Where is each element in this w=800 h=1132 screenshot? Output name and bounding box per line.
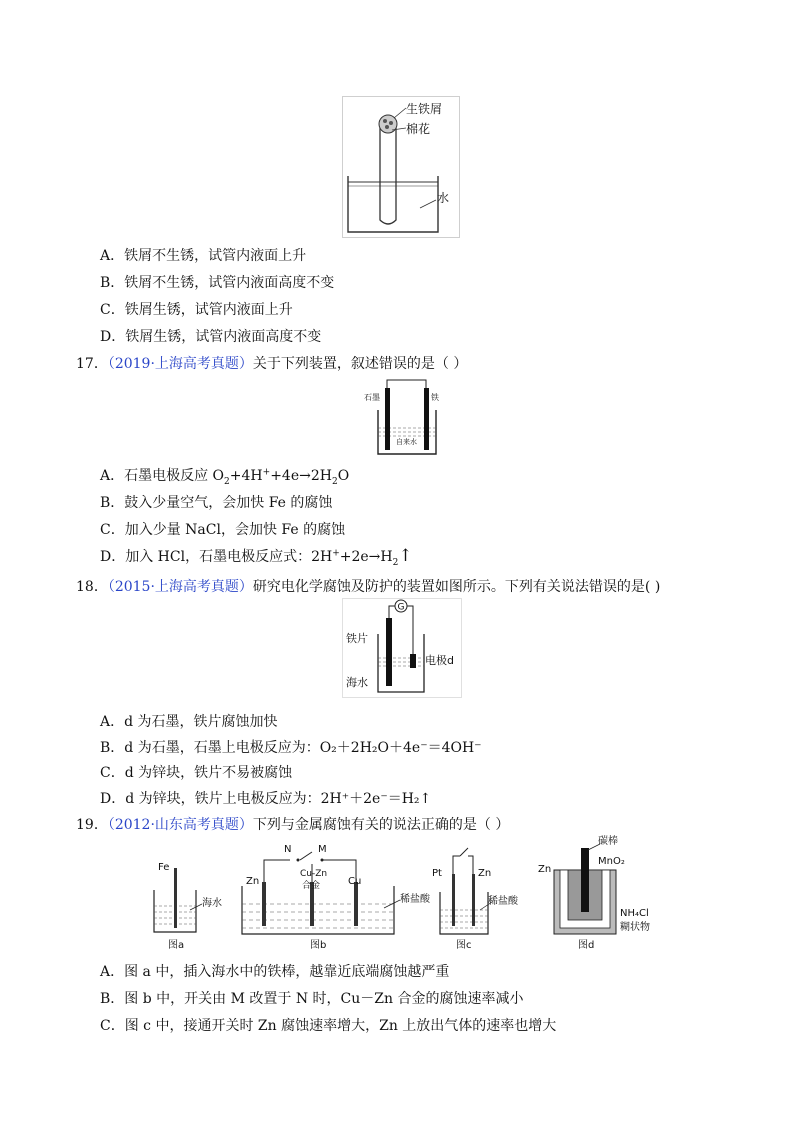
- q19-label-cuzn2: 合金: [302, 881, 321, 891]
- q17-option-c: C．加入少量 NaCl，会加快 Fe 的腐蚀: [100, 522, 346, 538]
- q19-label-n: N: [284, 844, 292, 855]
- q19-option-b: B．图 b 中，开关由 M 改置于 N 时，Cu－Zn 合金的腐蚀速率减小: [100, 991, 524, 1007]
- q16-option-d: D．铁屑生锈，试管内液面高度不变: [100, 329, 322, 345]
- q19-label-zn-d: Zn: [538, 864, 552, 875]
- q19-text: 下列与金属腐蚀有关的说法正确的是（ ）: [252, 817, 510, 833]
- q18-label-meter: G: [397, 602, 405, 613]
- q19-label-mno2: MnO₂: [598, 856, 625, 867]
- q17-option-d: D．加入 HCl，石墨电极反应式：$2H^++2e\to H_2↑$: [100, 546, 413, 568]
- q17-label-graphite: 石墨: [364, 393, 380, 402]
- q18-text: 研究电化学腐蚀及防护的装置如图所示。下列有关说法错误的是( ): [252, 579, 661, 595]
- q19-label-nh4cl: NH₄Cl: [620, 908, 649, 919]
- q17-text: 关于下列装置，叙述错误的是（ ）: [252, 356, 468, 372]
- q16-label-cotton: 棉花: [406, 122, 431, 136]
- q19-label-zn: Zn: [246, 876, 260, 887]
- q19-label-pt: Pt: [432, 868, 442, 879]
- q19-figure: [150, 834, 660, 954]
- q19-label-zn-c: Zn: [478, 868, 492, 879]
- q16-figure: [342, 96, 460, 238]
- q16-option-a: A．铁屑不生锈，试管内液面上升: [100, 248, 307, 264]
- q18-option-d: D．d 为锌块，铁片上电极反应为：2H⁺＋2e⁻＝H₂↑: [100, 791, 432, 807]
- q19-label-seawater: 海水: [202, 898, 222, 909]
- q19-label-fe: Fe: [158, 862, 170, 873]
- q19-number: 19．: [76, 817, 108, 833]
- q18-stem: [76, 576, 660, 596]
- q19-label-fig-c: 图c: [456, 940, 472, 951]
- q16-label-water: 水: [437, 191, 450, 205]
- q19-label-cu: Cu: [348, 876, 362, 887]
- q17-stem: [76, 353, 467, 373]
- q19-label-cuzn1: Cu-Zn: [300, 869, 328, 879]
- q17-option-a: A．石墨电极反应 $O_2+4H^++4e\to 2H_2O$: [100, 467, 350, 487]
- q19-label-paste: 糊状物: [620, 922, 650, 933]
- q18-label-iron-sheet: 铁片: [346, 632, 368, 645]
- q18-option-a: A．d 为石墨，铁片腐蚀加快: [100, 714, 278, 730]
- q17-number: 17．: [76, 356, 108, 372]
- q19-stem: [76, 814, 509, 834]
- q19-label-dilute-hcl: 稀盐酸: [400, 894, 430, 905]
- q18-label-electrode-d: 电极d: [425, 654, 454, 667]
- q18-option-c: C．d 为锌块，铁片不易被腐蚀: [100, 765, 293, 781]
- q19-label-m: M: [318, 844, 327, 855]
- q19-label-fig-b: 图b: [310, 940, 327, 951]
- q19-label-fig-d: 图d: [578, 940, 595, 951]
- q16-option-c: C．铁屑生锈，试管内液面上升: [100, 302, 293, 318]
- q18-label-seawater: 海水: [346, 676, 368, 689]
- q19-label-carbon-rod: 碳棒: [598, 836, 618, 847]
- q19-option-c: C．图 c 中，接通开关时 Zn 腐蚀速率增大，Zn 上放出气体的速率也增大: [100, 1018, 557, 1034]
- q17-label-iron: 铁: [431, 393, 439, 402]
- q19-option-a: A．图 a 中，插入海水中的铁棒，越靠近底端腐蚀越严重: [100, 964, 450, 980]
- q18-option-b: B．d 为石墨，石墨上电极反应为：O₂＋2H₂O＋4e⁻＝4OH⁻: [100, 740, 482, 756]
- q17-figure: [364, 376, 450, 458]
- q17-source: （2019·上海高考真题）: [107, 356, 253, 372]
- q19-source: （2012·山东高考真题）: [107, 817, 253, 833]
- q16-label-iron-filings: 生铁屑: [406, 102, 443, 116]
- q19-label-dilute-hcl-c: 稀盐酸: [488, 896, 518, 907]
- q17-option-b: B．鼓入少量空气，会加快 Fe 的腐蚀: [100, 495, 333, 511]
- q19-label-fig-a: 图a: [168, 940, 185, 951]
- q18-source: （2015·上海高考真题）: [107, 579, 253, 595]
- q18-figure: [342, 598, 462, 698]
- q16-option-b: B．铁屑不生锈，试管内液面高度不变: [100, 275, 335, 291]
- q17-label-tap-water: 自来水: [396, 438, 417, 446]
- q18-number: 18．: [76, 579, 108, 595]
